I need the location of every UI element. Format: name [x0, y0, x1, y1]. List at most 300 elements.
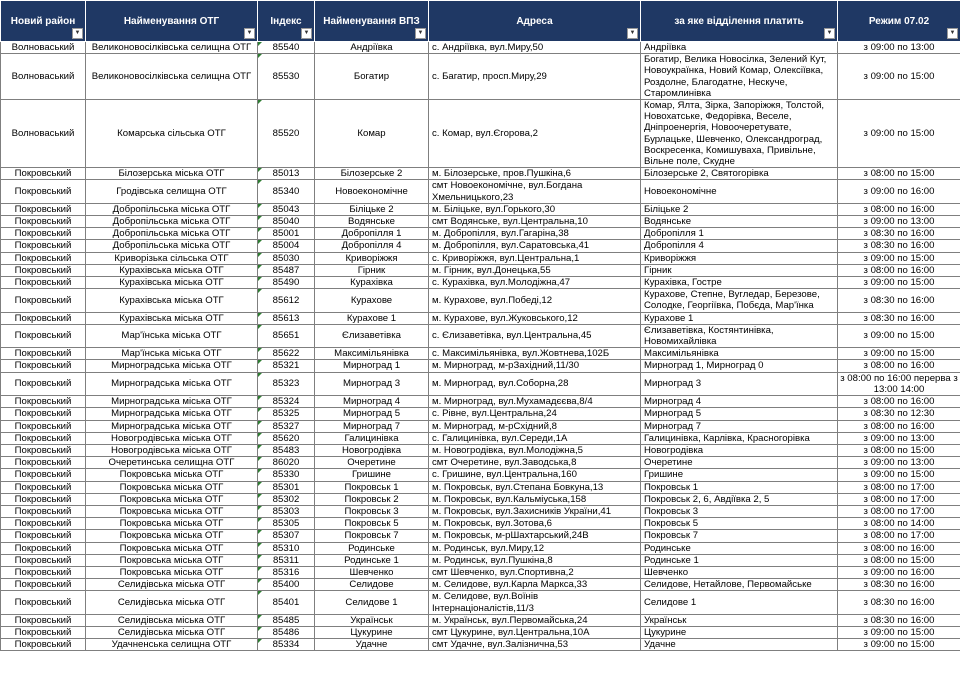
district-cell[interactable]: Покровський	[1, 639, 86, 651]
schedule-cell[interactable]: з 08:00 по 14:00	[838, 518, 960, 530]
index-cell[interactable]: 85311	[258, 554, 315, 566]
post-office-cell[interactable]: Комар	[315, 100, 429, 168]
address-cell[interactable]: м. Родинськ, вул.Пушкіна,8	[429, 554, 641, 566]
community-cell[interactable]: Курахівська міська ОТГ	[86, 312, 258, 324]
district-cell[interactable]: Покровський	[1, 554, 86, 566]
community-cell[interactable]: Мар'їнська міська ОТГ	[86, 324, 258, 347]
schedule-cell[interactable]: з 09:00 по 15:00	[838, 626, 960, 638]
post-office-cell[interactable]: Курахове	[315, 289, 429, 312]
schedule-cell[interactable]: з 08:00 по 16:00	[838, 264, 960, 276]
address-cell[interactable]: с. Гришине, вул.Центральна,160	[429, 469, 641, 481]
district-cell[interactable]: Покровський	[1, 614, 86, 626]
post-office-cell[interactable]: Мирноград 4	[315, 396, 429, 408]
district-cell[interactable]: Покровський	[1, 324, 86, 347]
index-cell[interactable]: 85540	[258, 42, 315, 54]
schedule-cell[interactable]: з 09:00 по 16:00	[838, 180, 960, 203]
header-row	[1, 1, 960, 42]
address-cell[interactable]: м. Білозерське, пров.Пушкіна,6	[429, 168, 641, 180]
payment-branch-cell[interactable]: Білозерське 2, Святогорівка	[641, 168, 838, 180]
filter-dropdown-icon[interactable]: ▼	[244, 28, 255, 39]
district-cell[interactable]: Покровський	[1, 396, 86, 408]
index-cell[interactable]: 85030	[258, 252, 315, 264]
schedule-cell[interactable]: з 09:00 по 15:00	[838, 252, 960, 264]
table-row	[1, 324, 960, 347]
address-cell[interactable]: смт Водянське, вул.Центральна,10	[429, 216, 641, 228]
index-cell[interactable]: 85004	[258, 240, 315, 252]
index-cell[interactable]: 85301	[258, 481, 315, 493]
schedule-cell[interactable]: з 08:00 по 17:00	[838, 505, 960, 517]
address-cell[interactable]: с. Комар, вул.Єгорова,2	[429, 100, 641, 168]
schedule-cell[interactable]: з 09:00 по 15:00	[838, 277, 960, 289]
payment-branch-cell[interactable]: Мирноград 7	[641, 420, 838, 432]
district-cell[interactable]: Волноваський	[1, 42, 86, 54]
district-cell[interactable]: Покровський	[1, 348, 86, 360]
table-row	[1, 481, 960, 493]
address-cell[interactable]: м. Гірник, вул.Донецька,55	[429, 264, 641, 276]
address-cell[interactable]: м. Покровськ, вул.Зотова,6	[429, 518, 641, 530]
index-cell[interactable]: 85316	[258, 566, 315, 578]
district-cell[interactable]: Покровський	[1, 591, 86, 614]
index-cell[interactable]: 85305	[258, 518, 315, 530]
column-header-district[interactable]: Новий район ▼	[1, 1, 86, 42]
index-cell[interactable]: 85483	[258, 444, 315, 456]
payment-branch-cell[interactable]: Покровськ 7	[641, 530, 838, 542]
index-cell[interactable]: 85520	[258, 100, 315, 168]
filter-dropdown-icon[interactable]: ▼	[415, 28, 426, 39]
table-row	[1, 579, 960, 591]
address-cell[interactable]: м. Новогродівка, вул.Молодіжна,5	[429, 444, 641, 456]
address-cell[interactable]: м. Покровськ, вул.Захисників України,41	[429, 505, 641, 517]
district-cell[interactable]: Покровський	[1, 542, 86, 554]
schedule-cell[interactable]: з 08:00 по 16:00	[838, 396, 960, 408]
district-cell[interactable]: Покровський	[1, 566, 86, 578]
schedule-cell[interactable]: з 09:00 по 13:00	[838, 216, 960, 228]
schedule-cell[interactable]: з 08:00 по 16:00	[838, 420, 960, 432]
post-office-cell[interactable]: Курахове 1	[315, 312, 429, 324]
payment-branch-cell[interactable]: Родинське	[641, 542, 838, 554]
community-cell[interactable]: Мирноградська міська ОТГ	[86, 372, 258, 395]
address-cell[interactable]: м. Мирноград, вул.Мухамадєєва,8/4	[429, 396, 641, 408]
community-cell[interactable]: Селидівська міська ОТГ	[86, 591, 258, 614]
payment-branch-cell[interactable]: Комар, Ялта, Зірка, Запоріжжя, Толстой, Новохатське, Федорівка, Веселе, Дніпроенергія, Новоочеретувате, Бурлацьке, Шевченко, Олександроград, Воскресенка, Комишуваха, Привільне, Вільне поле, Скудне	[641, 100, 838, 168]
district-cell[interactable]: Покровський	[1, 372, 86, 395]
table-row	[1, 42, 960, 54]
address-cell[interactable]: м. Мирноград, м-рСхідний,8	[429, 420, 641, 432]
payment-branch-cell[interactable]: Андріївка	[641, 42, 838, 54]
community-cell[interactable]: Покровська міська ОТГ	[86, 493, 258, 505]
schedule-cell[interactable]: з 09:00 по 15:00	[838, 100, 960, 168]
address-cell[interactable]: м. Добропілля, вул.Саратовська,41	[429, 240, 641, 252]
community-cell[interactable]: Покровська міська ОТГ	[86, 505, 258, 517]
payment-branch-cell[interactable]: Очеретине	[641, 457, 838, 469]
post-office-cell[interactable]: Біліцьке 2	[315, 203, 429, 215]
community-cell[interactable]: Покровська міська ОТГ	[86, 481, 258, 493]
schedule-cell[interactable]: з 09:00 по 15:00	[838, 54, 960, 100]
post-office-cell[interactable]: Покровськ 7	[315, 530, 429, 542]
district-cell[interactable]: Волноваський	[1, 54, 86, 100]
community-cell[interactable]: Великоновосілківська селищна ОТГ	[86, 42, 258, 54]
index-cell[interactable]: 85321	[258, 360, 315, 372]
index-cell[interactable]: 85303	[258, 505, 315, 517]
address-cell[interactable]: м. Курахове, вул.Жуковського,12	[429, 312, 641, 324]
schedule-cell[interactable]: з 08:30 по 16:00	[838, 312, 960, 324]
filter-dropdown-icon[interactable]: ▼	[947, 28, 958, 39]
filter-dropdown-icon[interactable]: ▼	[72, 28, 83, 39]
column-header-community[interactable]: Найменування ОТГ ▼	[86, 1, 258, 42]
payment-branch-cell[interactable]: Гірник	[641, 264, 838, 276]
payment-branch-cell[interactable]: Гришине	[641, 469, 838, 481]
district-cell[interactable]: Покровський	[1, 289, 86, 312]
district-cell[interactable]: Покровський	[1, 457, 86, 469]
index-cell[interactable]: 85401	[258, 591, 315, 614]
community-cell[interactable]: Добропільська міська ОТГ	[86, 228, 258, 240]
payment-branch-cell[interactable]: Шевченко	[641, 566, 838, 578]
community-cell[interactable]: Добропільська міська ОТГ	[86, 240, 258, 252]
address-cell[interactable]: м. Селидове, вул.Воїнів Інтернаціоналістів,11/3	[429, 591, 641, 614]
schedule-cell[interactable]: з 08:30 по 16:00	[838, 614, 960, 626]
schedule-cell[interactable]: з 08:30 по 16:00	[838, 591, 960, 614]
schedule-cell[interactable]: з 09:00 по 13:00	[838, 432, 960, 444]
filter-dropdown-icon[interactable]: ▼	[824, 28, 835, 39]
district-cell[interactable]: Покровський	[1, 444, 86, 456]
post-office-cell[interactable]: Очеретине	[315, 457, 429, 469]
column-header-address[interactable]: Адреса ▼	[429, 1, 641, 42]
payment-branch-cell[interactable]: Мирноград 1, Мирноград 0	[641, 360, 838, 372]
district-cell[interactable]: Покровський	[1, 168, 86, 180]
address-cell[interactable]: м. Курахове, вул.Победі,12	[429, 289, 641, 312]
payment-branch-cell[interactable]: Селидове, Нетайлове, Первомайське	[641, 579, 838, 591]
district-cell[interactable]: Волноваський	[1, 100, 86, 168]
index-cell[interactable]: 85490	[258, 277, 315, 289]
post-office-cell[interactable]: Родинське	[315, 542, 429, 554]
post-office-cell[interactable]: Мирноград 1	[315, 360, 429, 372]
schedule-cell[interactable]: з 08:00 по 16:00 перерва з 13:00 14:00	[838, 372, 960, 395]
district-cell[interactable]: Покровський	[1, 252, 86, 264]
post-office-cell[interactable]: Новоекономічне	[315, 180, 429, 203]
community-cell[interactable]: Курахівська міська ОТГ	[86, 264, 258, 276]
community-cell[interactable]: Селидівська міська ОТГ	[86, 579, 258, 591]
district-cell[interactable]: Покровський	[1, 203, 86, 215]
address-cell[interactable]: с. Багатир, просп.Миру,29	[429, 54, 641, 100]
index-cell[interactable]: 85487	[258, 264, 315, 276]
district-cell[interactable]: Покровський	[1, 228, 86, 240]
schedule-cell[interactable]: з 09:00 по 13:00	[838, 42, 960, 54]
schedule-cell[interactable]: з 08:00 по 16:00	[838, 203, 960, 215]
schedule-cell[interactable]: з 08:00 по 15:00	[838, 168, 960, 180]
post-office-cell[interactable]: Цукурине	[315, 626, 429, 638]
district-cell[interactable]: Покровський	[1, 530, 86, 542]
community-cell[interactable]: Добропільська міська ОТГ	[86, 203, 258, 215]
column-header-payment-branch[interactable]: за яке відділення платить ▼	[641, 1, 838, 42]
schedule-cell[interactable]: з 09:00 по 15:00	[838, 348, 960, 360]
payment-branch-cell[interactable]: Добропілля 1	[641, 228, 838, 240]
index-cell[interactable]: 85340	[258, 180, 315, 203]
table-row	[1, 348, 960, 360]
payment-branch-cell[interactable]: Водянське	[641, 216, 838, 228]
table-row	[1, 444, 960, 456]
post-office-cell[interactable]: Удачне	[315, 639, 429, 651]
address-cell[interactable]: с. Андріївка, вул.Миру,50	[429, 42, 641, 54]
district-cell[interactable]: Покровський	[1, 505, 86, 517]
community-cell[interactable]: Мирноградська міська ОТГ	[86, 408, 258, 420]
address-cell[interactable]: смт Новоекономічне, вул.Богдана Хмельницького,23	[429, 180, 641, 203]
payment-branch-cell[interactable]: Єлизаветівка, Костянтинівка, Новомихайлівка	[641, 324, 838, 347]
table-row	[1, 360, 960, 372]
payment-branch-cell[interactable]: Покровськ 3	[641, 505, 838, 517]
community-cell[interactable]: Мирноградська міська ОТГ	[86, 420, 258, 432]
address-cell[interactable]: смт Очеретине, вул.Заводська,8	[429, 457, 641, 469]
index-cell[interactable]: 85302	[258, 493, 315, 505]
district-cell[interactable]: Покровський	[1, 626, 86, 638]
payment-branch-cell[interactable]: Богатир, Велика Новосілка, Зелений Кут, Новоукраїнка, Новий Комар, Олексіївка, Роздолне, Благодатне, Нескуче, Старомлинівка	[641, 54, 838, 100]
post-office-cell[interactable]: Мирноград 3	[315, 372, 429, 395]
index-cell[interactable]: 85310	[258, 542, 315, 554]
schedule-cell[interactable]: з 08:30 по 16:00	[838, 579, 960, 591]
table-row	[1, 614, 960, 626]
post-office-cell[interactable]: Водянське	[315, 216, 429, 228]
address-cell[interactable]: с. Курахівка, вул.Молодіжна,47	[429, 277, 641, 289]
address-cell[interactable]: м. Добропілля, вул.Гагаріна,38	[429, 228, 641, 240]
community-cell[interactable]: Покровська міська ОТГ	[86, 566, 258, 578]
payment-branch-cell[interactable]: Удачне	[641, 639, 838, 651]
district-cell[interactable]: Покровський	[1, 312, 86, 324]
address-cell[interactable]: м. Покровськ, вул.Степана Бовкуна,13	[429, 481, 641, 493]
community-cell[interactable]: Новогродівська міська ОТГ	[86, 432, 258, 444]
index-cell[interactable]: 85620	[258, 432, 315, 444]
district-cell[interactable]: Покровський	[1, 420, 86, 432]
table-row	[1, 100, 960, 168]
post-office-cell[interactable]: Українськ	[315, 614, 429, 626]
address-cell[interactable]: смт Удачне, вул.Залізнична,53	[429, 639, 641, 651]
address-cell[interactable]: смт Шевченко, вул.Спортивна,2	[429, 566, 641, 578]
payment-branch-cell[interactable]: Мирноград 5	[641, 408, 838, 420]
address-cell[interactable]: м. Українськ, вул.Первомайська,24	[429, 614, 641, 626]
community-cell[interactable]: Криворізька сільська ОТГ	[86, 252, 258, 264]
schedule-cell[interactable]: з 08:00 по 17:00	[838, 481, 960, 493]
payment-branch-cell[interactable]: Біліцьке 2	[641, 203, 838, 215]
community-cell[interactable]: Мар'їнська міська ОТГ	[86, 348, 258, 360]
post-office-cell[interactable]: Єлизаветівка	[315, 324, 429, 347]
payment-branch-cell[interactable]: Мирноград 3	[641, 372, 838, 395]
schedule-cell[interactable]: з 08:00 по 16:00	[838, 360, 960, 372]
table-row	[1, 252, 960, 264]
schedule-cell[interactable]: з 08:30 по 12:30	[838, 408, 960, 420]
community-cell[interactable]: Гродівська селищна ОТГ	[86, 180, 258, 203]
schedule-cell[interactable]: з 08:30 по 16:00	[838, 289, 960, 312]
district-cell[interactable]: Покровський	[1, 481, 86, 493]
post-office-cell[interactable]: Гірник	[315, 264, 429, 276]
table-row	[1, 228, 960, 240]
index-cell[interactable]: 85323	[258, 372, 315, 395]
post-office-cell[interactable]: Шевченко	[315, 566, 429, 578]
address-cell[interactable]: с. Галицинівка, вул.Середи,1А	[429, 432, 641, 444]
payment-branch-cell[interactable]: Покровськ 1	[641, 481, 838, 493]
column-header-schedule[interactable]: Режим 07.02 ▼	[838, 1, 960, 42]
district-cell[interactable]: Покровський	[1, 277, 86, 289]
district-cell[interactable]: Покровський	[1, 579, 86, 591]
schedule-cell[interactable]: з 09:00 по 13:00	[838, 457, 960, 469]
schedule-cell[interactable]: з 08:00 по 17:00	[838, 530, 960, 542]
community-cell[interactable]: Удачненська селищна ОТГ	[86, 639, 258, 651]
index-cell[interactable]: 85486	[258, 626, 315, 638]
post-office-cell[interactable]: Покровськ 3	[315, 505, 429, 517]
table-row	[1, 626, 960, 638]
index-cell[interactable]: 85613	[258, 312, 315, 324]
index-cell[interactable]: 85622	[258, 348, 315, 360]
district-cell[interactable]: Покровський	[1, 518, 86, 530]
table-row	[1, 203, 960, 215]
community-cell[interactable]: Покровська міська ОТГ	[86, 469, 258, 481]
community-cell[interactable]: Курахівська міська ОТГ	[86, 289, 258, 312]
payment-branch-cell[interactable]: Родинське 1	[641, 554, 838, 566]
index-cell[interactable]: 85612	[258, 289, 315, 312]
community-cell[interactable]: Великоновосілківська селищна ОТГ	[86, 54, 258, 100]
index-cell[interactable]: 85651	[258, 324, 315, 347]
index-cell[interactable]: 86020	[258, 457, 315, 469]
payment-branch-cell[interactable]: Селидове 1	[641, 591, 838, 614]
index-cell[interactable]: 85530	[258, 54, 315, 100]
district-cell[interactable]: Покровський	[1, 469, 86, 481]
address-cell[interactable]: смт Цукурине, вул.Центральна,10А	[429, 626, 641, 638]
address-cell[interactable]: с. Рівне, вул.Центральна,24	[429, 408, 641, 420]
community-cell[interactable]: Курахівська міська ОТГ	[86, 277, 258, 289]
index-cell[interactable]: 85001	[258, 228, 315, 240]
index-cell[interactable]: 85327	[258, 420, 315, 432]
community-cell[interactable]: Мирноградська міська ОТГ	[86, 396, 258, 408]
district-cell[interactable]: Покровський	[1, 240, 86, 252]
community-cell[interactable]: Покровська міська ОТГ	[86, 542, 258, 554]
payment-branch-cell[interactable]: Курахове 1	[641, 312, 838, 324]
index-cell[interactable]: 85043	[258, 203, 315, 215]
post-office-cell[interactable]: Мирноград 5	[315, 408, 429, 420]
payment-branch-cell[interactable]: Максимільянівка	[641, 348, 838, 360]
table-row	[1, 432, 960, 444]
community-cell[interactable]: Покровська міська ОТГ	[86, 530, 258, 542]
index-cell[interactable]: 85485	[258, 614, 315, 626]
post-office-cell[interactable]: Гришине	[315, 469, 429, 481]
post-office-cell[interactable]: Покровськ 1	[315, 481, 429, 493]
schedule-cell[interactable]: з 09:00 по 15:00	[838, 639, 960, 651]
table-row	[1, 493, 960, 505]
district-cell[interactable]: Покровський	[1, 264, 86, 276]
community-cell[interactable]: Селидівська міська ОТГ	[86, 614, 258, 626]
address-cell[interactable]: с. Єлизаветівка, вул.Центральна,45	[429, 324, 641, 347]
post-office-cell[interactable]: Добропілля 1	[315, 228, 429, 240]
schedule-cell[interactable]: з 08:30 по 16:00	[838, 228, 960, 240]
schedule-cell[interactable]: з 08:00 по 15:00	[838, 554, 960, 566]
district-cell[interactable]: Покровський	[1, 432, 86, 444]
post-office-cell[interactable]: Родинське 1	[315, 554, 429, 566]
post-office-cell[interactable]: Галицинівка	[315, 432, 429, 444]
filter-dropdown-icon[interactable]: ▼	[301, 28, 312, 39]
payment-branch-cell[interactable]: Цукурине	[641, 626, 838, 638]
community-cell[interactable]: Очеретинська селищна ОТГ	[86, 457, 258, 469]
column-header-index[interactable]: Індекс ▼	[258, 1, 315, 42]
community-cell[interactable]: Покровська міська ОТГ	[86, 554, 258, 566]
address-cell[interactable]: м. Біліцьке, вул.Горького,30	[429, 203, 641, 215]
post-office-cell[interactable]: Покровськ 5	[315, 518, 429, 530]
community-cell[interactable]: Покровська міська ОТГ	[86, 518, 258, 530]
district-cell[interactable]: Покровський	[1, 180, 86, 203]
district-cell[interactable]: Покровський	[1, 360, 86, 372]
table-row	[1, 289, 960, 312]
table-row	[1, 54, 960, 100]
community-cell[interactable]: Білозерська міська ОТГ	[86, 168, 258, 180]
index-cell[interactable]: 85330	[258, 469, 315, 481]
payment-branch-cell[interactable]: Курахове, Степне, Вугледар, Березове, Солодке, Георгіївка, Побєда, Мар'їнка	[641, 289, 838, 312]
payment-branch-cell[interactable]: Мирноград 4	[641, 396, 838, 408]
post-office-cell[interactable]: Новогродівка	[315, 444, 429, 456]
payment-branch-cell[interactable]: Галицинівка, Карлівка, Красногорівка	[641, 432, 838, 444]
post-office-cell[interactable]: Білозерське 2	[315, 168, 429, 180]
column-header-post-office[interactable]: Найменування ВПЗ ▼	[315, 1, 429, 42]
payment-branch-cell[interactable]: Українськ	[641, 614, 838, 626]
community-cell[interactable]: Селидівська міська ОТГ	[86, 626, 258, 638]
table-row	[1, 566, 960, 578]
district-cell[interactable]: Покровський	[1, 408, 86, 420]
schedule-cell[interactable]: з 09:00 по 15:00	[838, 469, 960, 481]
table-row	[1, 408, 960, 420]
schedule-cell[interactable]: з 08:30 по 16:00	[838, 240, 960, 252]
post-office-cell[interactable]: Богатир	[315, 54, 429, 100]
index-cell[interactable]: 85334	[258, 639, 315, 651]
payment-branch-cell[interactable]: Криворіжжя	[641, 252, 838, 264]
address-cell[interactable]: м. Покровськ, м-рШахтарський,24В	[429, 530, 641, 542]
community-cell[interactable]: Комарська сільська ОТГ	[86, 100, 258, 168]
index-cell[interactable]: 85040	[258, 216, 315, 228]
district-cell[interactable]: Покровський	[1, 493, 86, 505]
post-office-cell[interactable]: Добропілля 4	[315, 240, 429, 252]
community-cell[interactable]: Мирноградська міська ОТГ	[86, 360, 258, 372]
index-cell[interactable]: 85400	[258, 579, 315, 591]
index-cell[interactable]: 85325	[258, 408, 315, 420]
address-cell[interactable]: м. Покровськ, вул.Кальміуська,158	[429, 493, 641, 505]
post-office-cell[interactable]: Максимільянівка	[315, 348, 429, 360]
address-cell[interactable]: м. Мирноград, вул.Соборна,28	[429, 372, 641, 395]
district-cell[interactable]: Покровський	[1, 216, 86, 228]
address-cell[interactable]: м. Мирноград, м-рЗахідний,11/30	[429, 360, 641, 372]
payment-branch-cell[interactable]: Курахівка, Гостре	[641, 277, 838, 289]
address-cell[interactable]: м. Селидове, вул.Карла Маркса,33	[429, 579, 641, 591]
post-office-cell[interactable]: Селидове	[315, 579, 429, 591]
post-office-cell[interactable]: Андріївка	[315, 42, 429, 54]
schedule-cell[interactable]: з 09:00 по 15:00	[838, 324, 960, 347]
filter-dropdown-icon[interactable]: ▼	[627, 28, 638, 39]
community-cell[interactable]: Новогродівська міська ОТГ	[86, 444, 258, 456]
address-cell[interactable]: с. Максимільянівка, вул.Жовтнева,102Б	[429, 348, 641, 360]
payment-branch-cell[interactable]: Покровськ 5	[641, 518, 838, 530]
address-cell[interactable]: с. Криворіжжя, вул.Центральна,1	[429, 252, 641, 264]
post-office-cell[interactable]: Мирноград 7	[315, 420, 429, 432]
index-cell[interactable]: 85324	[258, 396, 315, 408]
schedule-cell[interactable]: з 09:00 по 16:00	[838, 566, 960, 578]
index-cell[interactable]: 85013	[258, 168, 315, 180]
community-cell[interactable]: Добропільська міська ОТГ	[86, 216, 258, 228]
payment-branch-cell[interactable]: Добропілля 4	[641, 240, 838, 252]
schedule-cell[interactable]: з 08:00 по 16:00	[838, 542, 960, 554]
post-office-cell[interactable]: Курахівка	[315, 277, 429, 289]
payment-branch-cell[interactable]: Покровськ 2, 6, Авдіївка 2, 5	[641, 493, 838, 505]
post-office-cell[interactable]: Селидове 1	[315, 591, 429, 614]
payment-branch-cell[interactable]: Новогродівка	[641, 444, 838, 456]
index-cell[interactable]: 85307	[258, 530, 315, 542]
payment-branch-cell[interactable]: Новоекономічне	[641, 180, 838, 203]
schedule-cell[interactable]: з 08:00 по 17:00	[838, 493, 960, 505]
address-cell[interactable]: м. Родинськ, вул.Миру,12	[429, 542, 641, 554]
post-office-cell[interactable]: Криворіжжя	[315, 252, 429, 264]
schedule-cell[interactable]: з 08:00 по 15:00	[838, 444, 960, 456]
post-office-cell[interactable]: Покровськ 2	[315, 493, 429, 505]
